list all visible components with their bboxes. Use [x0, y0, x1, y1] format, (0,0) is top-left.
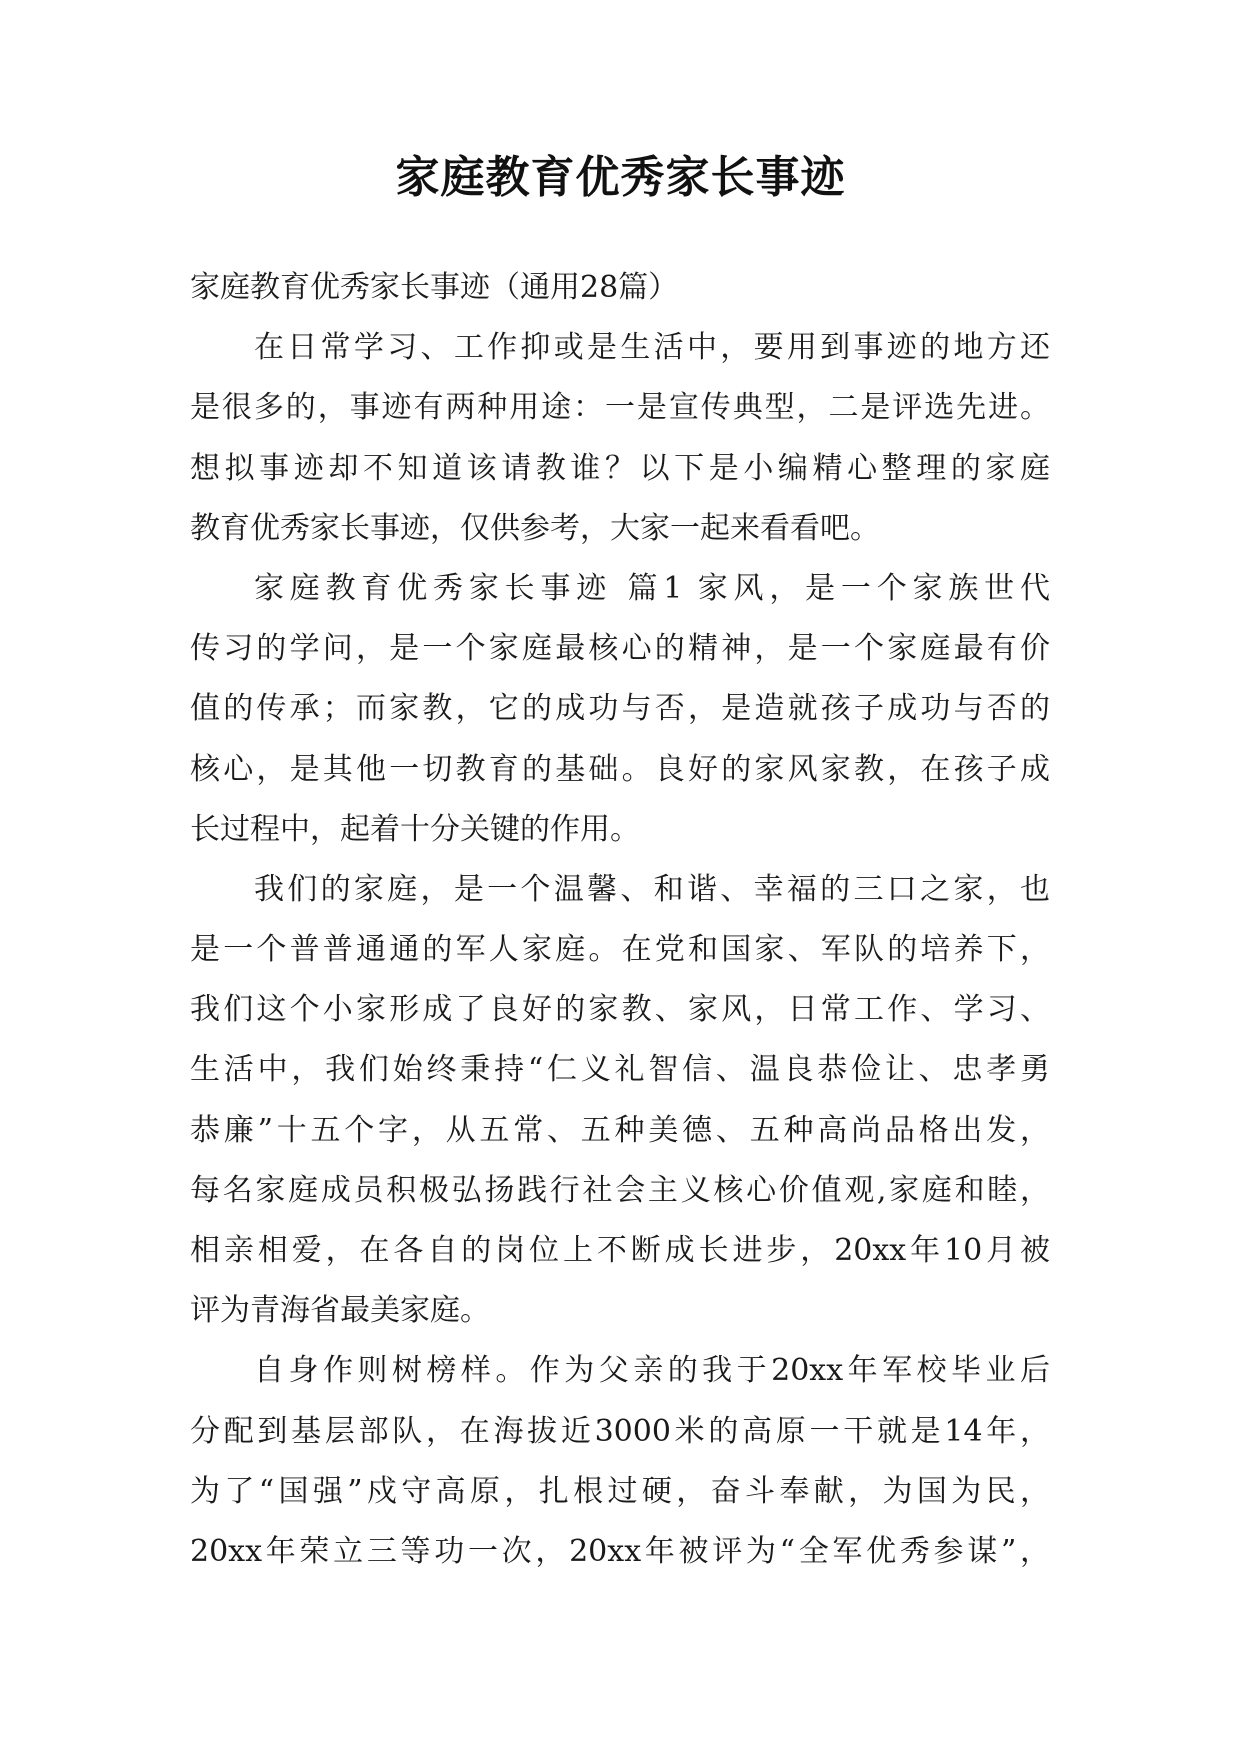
- text-line: 相亲相爱，在各自的岗位上不断成长进步，20xx年10月被: [190, 1233, 1050, 1268]
- text-line: 自身作则树榜样。作为父亲的我于20xx年军校毕业后: [254, 1353, 1050, 1389]
- text-line: 值的传承；而家教，它的成功与否，是造就孩子成功与否的: [190, 691, 1050, 727]
- text-line: 想拟事迹却不知道该请教谁？以下是小编精心整理的家庭: [190, 450, 1050, 486]
- text-line: 评为青海省最美家庭。: [190, 1293, 490, 1329]
- text-line: 我们的家庭，是一个温馨、和谐、幸福的三口之家，也: [254, 871, 1050, 907]
- text-line: 为了“国强”戍守高原，扎根过硬，奋斗奉献，为国为民，: [190, 1473, 1050, 1509]
- text-line: 传习的学问，是一个家庭最核心的精神，是一个家庭最有价: [190, 631, 1050, 667]
- text-line: 家庭教育优秀家长事迹（通用28篇）: [190, 270, 679, 305]
- text-line: 教育优秀家长事迹，仅供参考，大家一起来看看吧。: [190, 510, 880, 546]
- text-line: 恭廉”十五个字，从五常、五种美德、五种高尚品格出发，: [190, 1112, 1050, 1148]
- text-line: 生活中，我们始终秉持“仁义礼智信、温良恭俭让、忠孝勇: [190, 1052, 1050, 1088]
- text-line: 家庭教育优秀家长事迹 篇1 家风，是一个家族世代: [254, 570, 1050, 606]
- text-line: 每名家庭成员积极弘扬践行社会主义核心价值观,家庭和睦，: [190, 1172, 1050, 1208]
- document-body: [190, 258, 1050, 1582]
- text-line: 分配到基层部队，在海拔近3000米的高原一干就是14年，: [190, 1413, 1050, 1449]
- text-line: 长过程中，起着十分关键的作用。: [190, 811, 640, 847]
- document-title: 家庭教育优秀家长事迹: [395, 152, 846, 203]
- text-line: 核心，是其他一切教育的基础。良好的家风家教，在孩子成: [190, 751, 1050, 787]
- text-line: 是一个普普通通的军人家庭。在党和国家、军队的培养下，: [190, 932, 1050, 968]
- text-line: 在日常学习、工作抑或是生活中，要用到事迹的地方还: [254, 330, 1050, 366]
- text-line: 是很多的，事迹有两种用途：一是宣传典型，二是评选先进。: [190, 390, 1050, 426]
- text-line: 我们这个小家形成了良好的家教、家风，日常工作、学习、: [190, 992, 1050, 1028]
- text-line: 20xx年荣立三等功一次，20xx年被评为“全军优秀参谋”，: [190, 1533, 1050, 1569]
